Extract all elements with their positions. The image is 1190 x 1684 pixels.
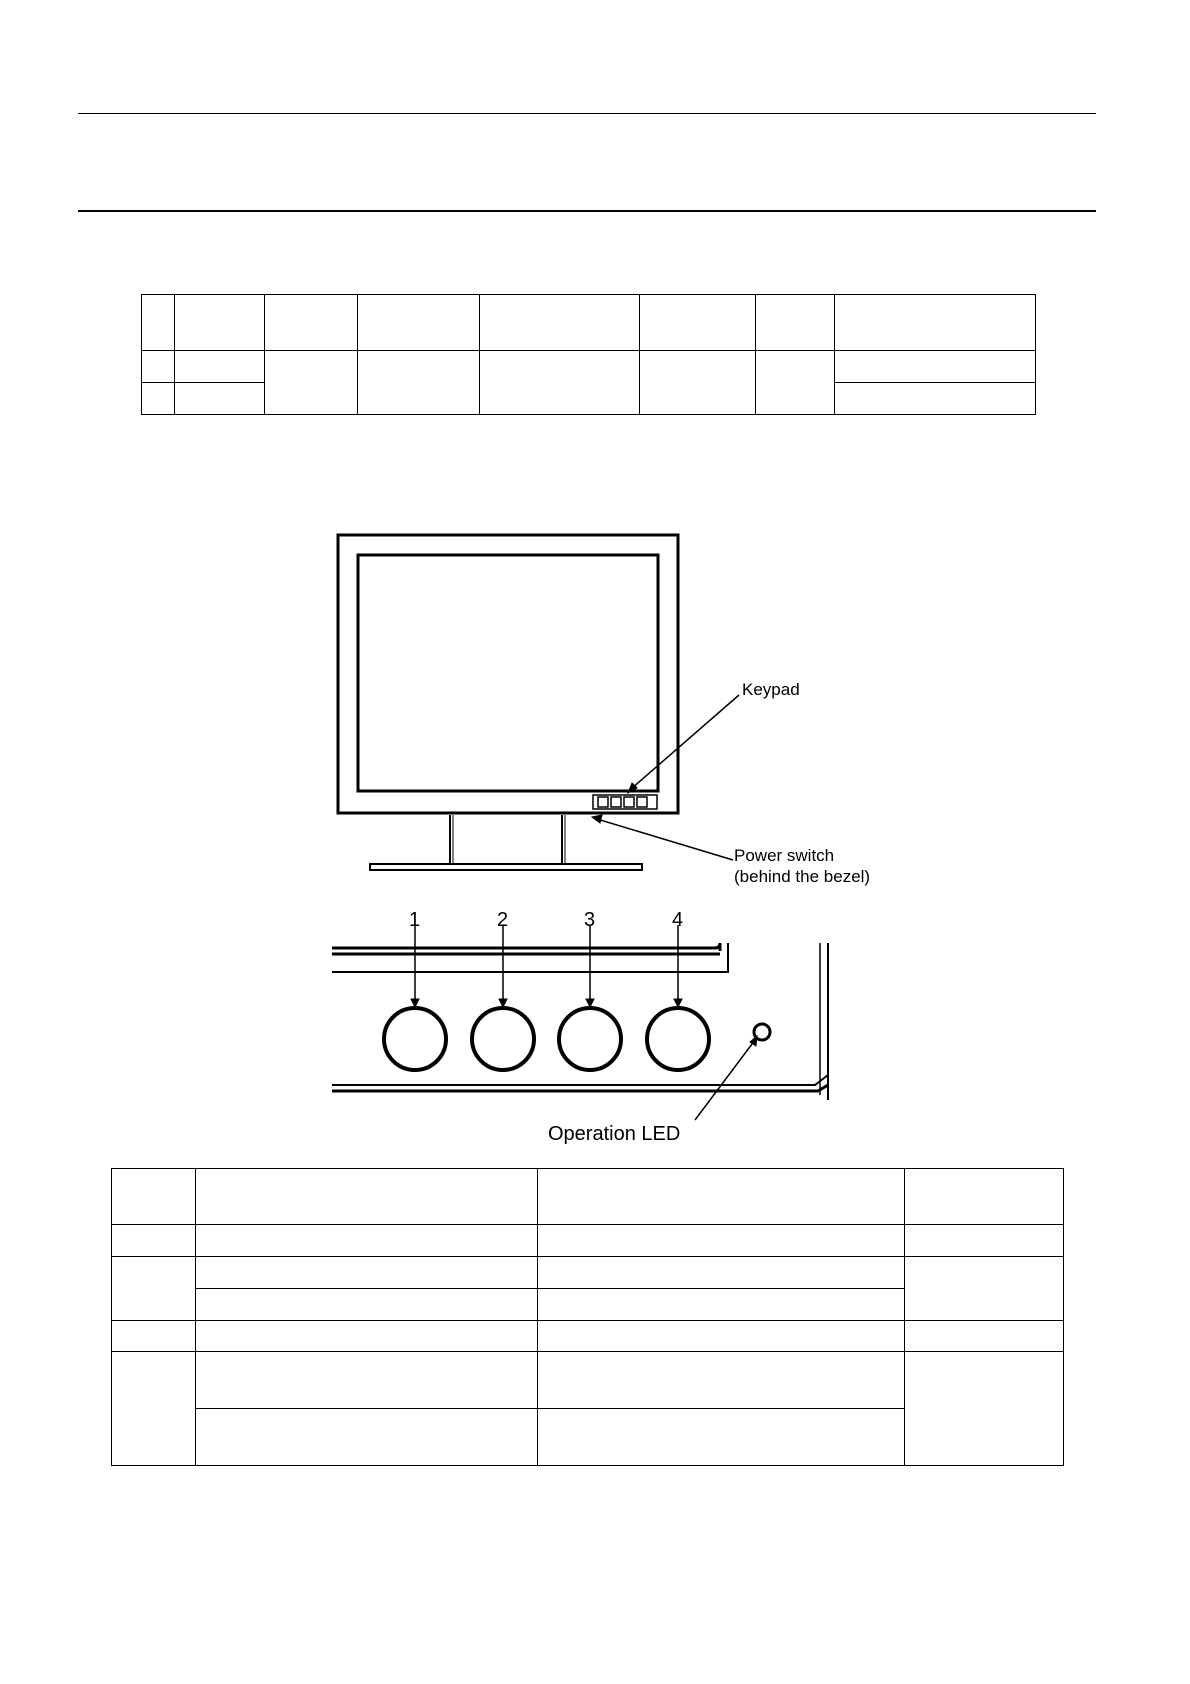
table-cell: [537, 1409, 905, 1466]
table-cell: [195, 1289, 537, 1321]
table-cell: [537, 1257, 905, 1289]
power-switch-note: (behind the bezel): [734, 867, 871, 886]
power-switch-leader-line: [597, 819, 733, 860]
table-cell: [537, 1225, 905, 1257]
table-cell: [537, 1289, 905, 1321]
table-cell: [195, 1352, 537, 1409]
table-cell: [835, 351, 1036, 383]
keypad-label: Keypad: [742, 680, 800, 699]
table-cell: [835, 383, 1036, 415]
table-cell: [905, 1257, 1064, 1321]
table-cell: [905, 1352, 1064, 1466]
table-cell: [195, 1257, 537, 1289]
table-cell: [175, 295, 265, 351]
button-4[interactable]: [647, 1008, 709, 1070]
table-cell: [640, 295, 756, 351]
monitor-bezel: [338, 535, 678, 813]
keypad-leader-line: [631, 695, 739, 789]
button-table-header-row: [112, 1169, 1064, 1225]
table-row: [112, 1352, 1064, 1409]
table-cell: [835, 295, 1036, 351]
button-function-table: [111, 1168, 1064, 1466]
spec-table-header-row: [142, 295, 1036, 351]
keypad-closeup: [332, 925, 828, 1120]
monitor-front-view: [338, 535, 739, 870]
monitor-screen: [358, 555, 658, 791]
table-cell: [537, 1352, 905, 1409]
table-cell: [112, 1352, 196, 1466]
table-cell: [640, 351, 756, 415]
table-cell: [265, 295, 358, 351]
table-row: [112, 1257, 1064, 1289]
table-row: [112, 1225, 1064, 1257]
spec-table: [141, 294, 1036, 415]
power-switch-label: Power switch: [734, 846, 835, 865]
table-cell: [537, 1321, 905, 1352]
button-number-2: 2: [497, 909, 509, 931]
table-cell: [142, 383, 175, 415]
table-row: [112, 1321, 1064, 1352]
table-cell: [756, 351, 835, 415]
monitor-diagram: [325, 525, 900, 1150]
table-cell: [112, 1321, 196, 1352]
button-1[interactable]: [384, 1008, 446, 1070]
table-cell: [358, 351, 480, 415]
table-cell: [195, 1225, 537, 1257]
button-number-3: 3: [584, 909, 596, 931]
table-cell: [537, 1169, 905, 1225]
table-cell: [112, 1225, 196, 1257]
button-number-1: 1: [409, 909, 421, 931]
header-rule-bottom: [78, 210, 1096, 212]
table-cell: [195, 1409, 537, 1466]
table-cell: [905, 1321, 1064, 1352]
table-cell: [480, 351, 640, 415]
table-cell: [265, 351, 358, 415]
keypad-small: [593, 795, 657, 809]
button-3[interactable]: [559, 1008, 621, 1070]
operation-led-label: Operation LED: [548, 1123, 681, 1145]
table-cell: [905, 1225, 1064, 1257]
table-cell: [142, 295, 175, 351]
header-rule-top: [78, 113, 1096, 114]
table-cell: [195, 1169, 537, 1225]
table-cell: [480, 295, 640, 351]
table-cell: [112, 1169, 196, 1225]
table-cell: [358, 295, 480, 351]
button-2[interactable]: [472, 1008, 534, 1070]
table-cell: [905, 1169, 1064, 1225]
table-cell: [175, 383, 265, 415]
stand-base: [370, 864, 642, 870]
table-cell: [175, 351, 265, 383]
table-cell: [195, 1321, 537, 1352]
table-cell: [142, 351, 175, 383]
table-cell: [756, 295, 835, 351]
table-row: [142, 351, 1036, 383]
button-number-4: 4: [672, 909, 684, 931]
table-cell: [112, 1257, 196, 1321]
